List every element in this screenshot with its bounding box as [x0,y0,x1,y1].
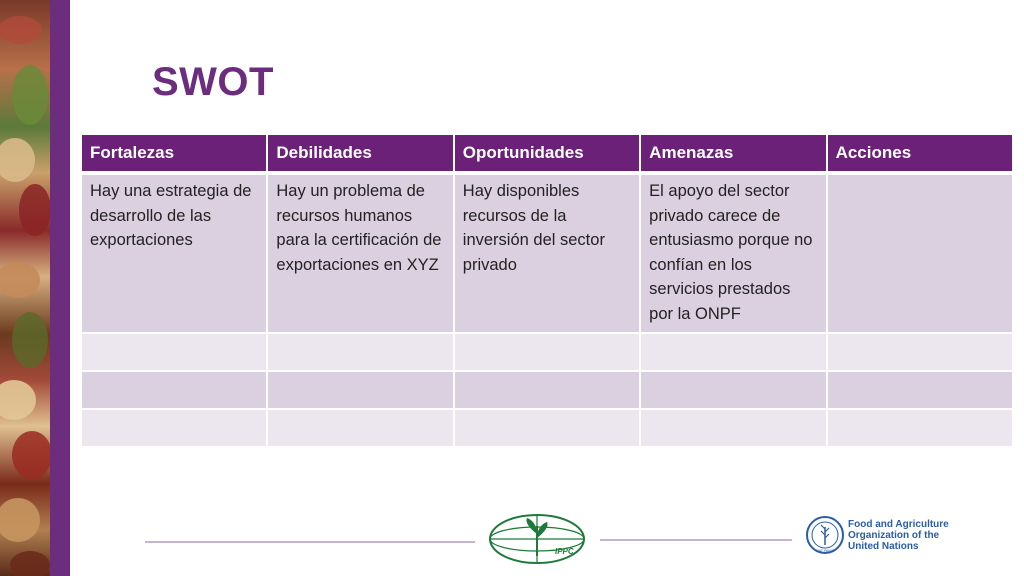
slide-title: SWOT [152,60,274,104]
footer-divider-right [600,539,792,541]
table-cell [455,334,639,370]
table-cell: Hay un problema de recursos humanos para la certificación de exportaciones en XYZ [268,175,452,332]
header-amenazas: Amenazas [641,135,825,173]
table-row [82,175,1012,332]
table-row [82,410,1012,446]
fao-wordmark [848,519,949,552]
table-cell: El apoyo del sector privado carece de entusiasmo porque no confían en los servicios prestados por la ONPF [641,175,825,332]
table-cell [455,410,639,446]
table-cell [828,334,1012,370]
table-cell [268,334,452,370]
fao-emblem [805,515,845,555]
table-header-row [82,135,1012,173]
ippc-logo [487,512,587,566]
table-row [82,372,1012,408]
svg-text:FIAT PANIS: FIAT PANIS [815,549,835,553]
table-cell [828,410,1012,446]
table-cell [268,372,452,408]
table-cell [455,372,639,408]
header-debilidades: Debilidades [268,135,452,173]
fao-line: United Nations [848,541,919,552]
table-cell: Hay disponibles recursos de la inversión del sector privado [455,175,639,332]
accent-side-bar [50,0,70,576]
table-cell [641,410,825,446]
table-cell [82,372,266,408]
table-cell [268,410,452,446]
swot-table [80,133,1014,448]
fao-line: Organization of the [848,530,940,541]
svg-text:IPPC: IPPC [555,547,574,556]
table-cell [828,175,1012,332]
header-oportunidades: Oportunidades [455,135,639,173]
header-acciones: Acciones [828,135,1012,173]
fao-line: Food and Agriculture [848,519,949,530]
table-cell [82,334,266,370]
footer-divider-left [145,541,475,543]
table-row [82,334,1012,370]
decorative-side-illustration [0,0,50,576]
botanical-art-image [0,0,50,576]
header-fortalezas: Fortalezas [82,135,266,173]
table-cell [641,334,825,370]
table-cell: Hay una estrategia de desarrollo de las exportaciones [82,175,266,332]
table-cell [641,372,825,408]
table-cell [82,410,266,446]
table-cell [828,372,1012,408]
